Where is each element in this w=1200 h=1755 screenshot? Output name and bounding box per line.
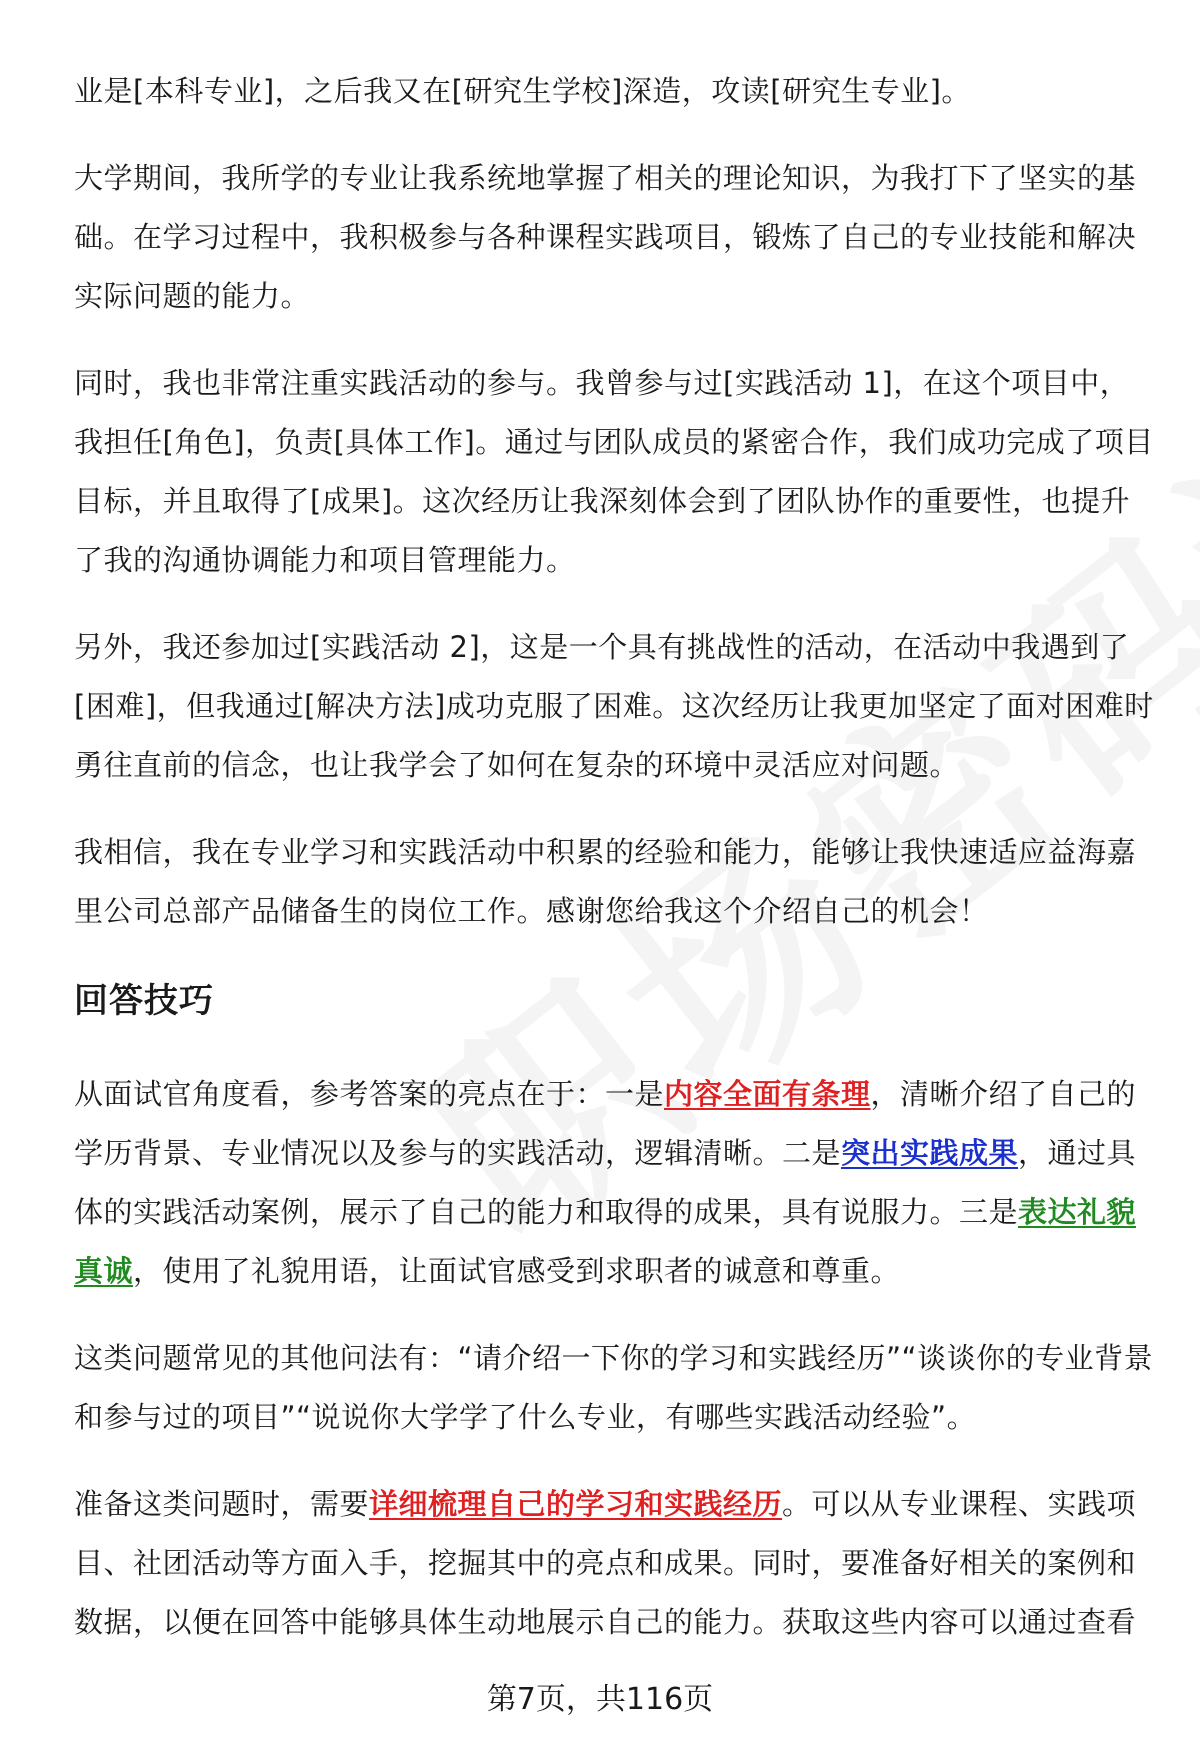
highlight-blue: 突出实践成果 — [841, 1136, 1019, 1170]
highlight-green: 表达礼貌真诚 — [74, 1195, 1137, 1288]
paragraph-1: 业是[本科专业]，之后我又在[研究生学校]深造，攻读[研究生专业]。 — [74, 74, 971, 108]
tip-1-text-b: ，清晰介绍了自己的学历背景、专业情况以及参与的实践活动，逻辑清晰。二是 — [74, 1077, 1137, 1170]
tip-paragraph-2: 这类问题常见的其他问法有：“请介绍一下你的学习和实践经历”“谈谈你的专业背景和参与过的项目”“说说你大学学了什么专业，有哪些实践活动经验”。 — [74, 1341, 1154, 1434]
paragraph-3: 同时，我也非常注重实践活动的参与。我曾参与过[实践活动 1]，在这个项目中，我担任[角色]，负责[具体工作]。通过与团队成员的紧密合作，我们成功完成了项目目标，并且取得了[成果]。这次经历让我深刻体会到了团队协作的重要性，也提升了我的沟通协调能力和项目管理能力。 — [74, 366, 1154, 577]
section-heading: 回答技巧 — [74, 981, 214, 1021]
tip-3-text-a: 准备这类问题时，需要 — [74, 1487, 370, 1521]
highlight-red-2: 详细梳理自己的学习和实践经历 — [369, 1487, 783, 1521]
highlight-red: 内容全面有条理 — [664, 1077, 871, 1111]
document-page — [74, 62, 1154, 1680]
paragraph-2: 大学期间，我所学的专业让我系统地掌握了相关的理论知识，为我打下了坚实的基础。在学习过程中，我积极参与各种课程实践项目，锻炼了自己的专业技能和解决实际问题的能力。 — [74, 161, 1137, 313]
tip-1-text-a: 从面试官角度看，参考答案的亮点在于：一是 — [74, 1077, 665, 1111]
tip-paragraph-1 — [74, 1065, 1154, 1301]
tip-3-text-b: 。可以从专业课程、实践项目、社团活动等方面入手，挖掘其中的亮点和成果。同时，要准备好相关的案例和数据，以便在回答中能够具体生动地展示自己的能力。获取这些内容可以通过查看 — [74, 1487, 1137, 1639]
tip-paragraph-3 — [74, 1475, 1154, 1652]
paragraph-5: 我相信，我在专业学习和实践活动中积累的经验和能力，能够让我快速适应益海嘉里公司总部产品储备生的岗位工作。感谢您给我这个介绍自己的机会！ — [74, 835, 1137, 928]
tip-1-text-c: ，通过具体的实践活动案例，展示了自己的能力和取得的成果，具有说服力。三是 — [74, 1136, 1137, 1229]
paragraph-4: 另外，我还参加过[实践活动 2]，这是一个具有挑战性的活动，在活动中我遇到了[困难]，但我通过[解决方法]成功克服了困难。这次经历让我更加坚定了面对困难时勇往直前的信念，也让我学会了如何在复杂的环境中灵活应对问题。 — [74, 630, 1154, 782]
tip-1-text-d: ，使用了礼貌用语，让面试官感受到求职者的诚意和尊重。 — [133, 1254, 901, 1288]
page-number: 第7页，共116页 — [486, 1682, 714, 1717]
